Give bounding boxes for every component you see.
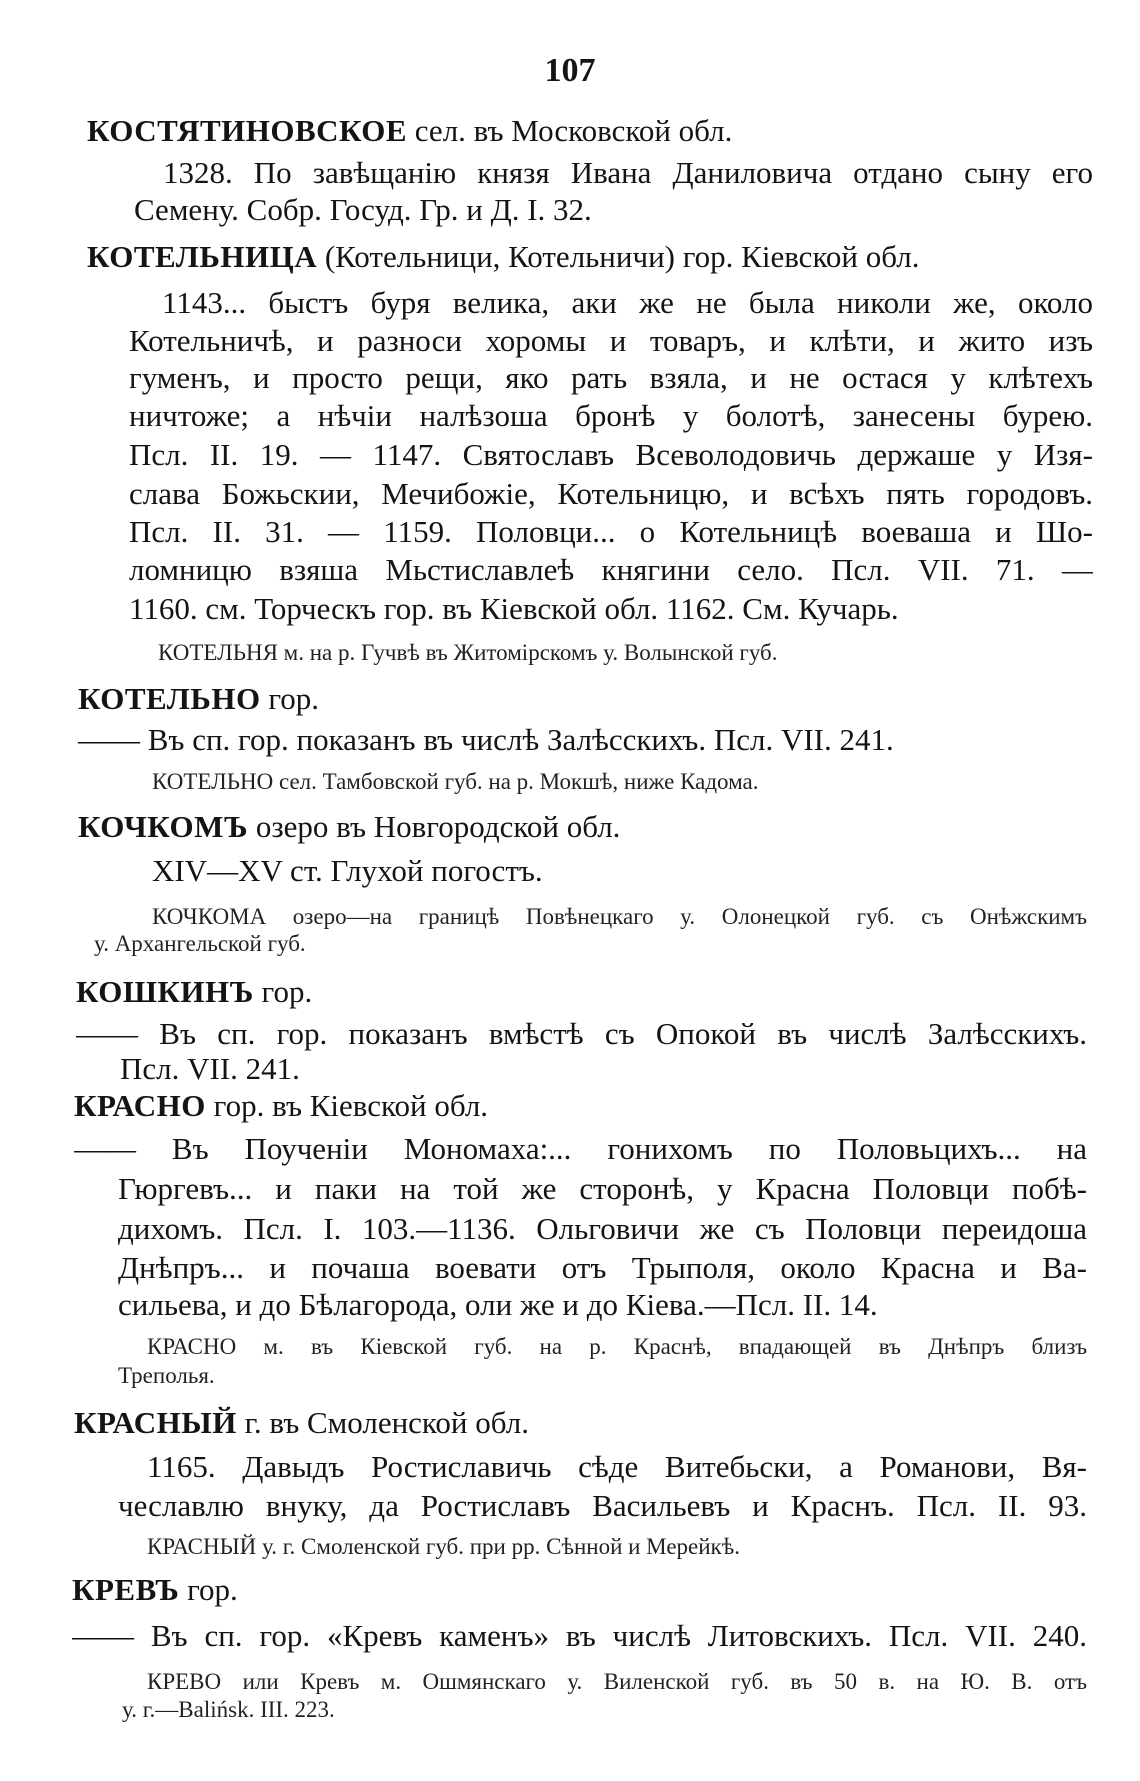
entry-body-line: слава Божьскии, Мечибожіе, Котельницю, и всѣхъ пять городовъ. bbox=[129, 476, 1093, 511]
entry-note-line: КОТЕЛЬНО сел. Тамбовской губ. на р. Мокшѣ, ниже Кадома. bbox=[152, 769, 759, 794]
entry-heading bbox=[78, 681, 319, 717]
entry-body-line: сильева, и до Бѣлагорода, оли же и до Кіева.—Псл. II. 14. bbox=[118, 1287, 878, 1322]
entry-heading bbox=[87, 113, 732, 149]
heading-description: (Котельници, Котельничи) гор. Кіевской обл. bbox=[324, 239, 920, 274]
heading-description: гор. въ Кіевской обл. bbox=[213, 1088, 489, 1123]
entry-body-line: —— Въ сп. гор. показанъ въ числѣ Залѣсскихъ. Псл. VII. 241. bbox=[78, 722, 894, 757]
entry-body-line: ничтоже; а нѣчіи налѣзоша бронѣ у болотѣ, занесены бурею. bbox=[129, 398, 1093, 433]
entry-note-line: КОЧКОМА озеро—на границѣ Повѣнецкаго у. Олонецкой губ. съ Онѣжскимъ bbox=[152, 904, 1087, 929]
entry-body-line: Псл. II. 19. — 1147. Святославъ Всеволодовичь держаше у Изя- bbox=[129, 437, 1093, 472]
entry-body-line: 1165. Давыдъ Ростиславичь сѣде Витебьски, а Романови, Вя- bbox=[147, 1449, 1087, 1484]
heading-description: гор. bbox=[261, 974, 313, 1009]
entry-heading bbox=[78, 809, 620, 845]
entry-note-line: КОТЕЛЬНЯ м. на р. Гучвѣ въ Житомірскомъ у. Волынской губ. bbox=[158, 640, 778, 665]
page-number: 107 bbox=[544, 52, 596, 89]
entry-heading bbox=[72, 1572, 238, 1608]
entry-body-line: —— Въ сп. гор. «Кревъ каменъ» въ числѣ Литовскихъ. Псл. VII. 240. bbox=[72, 1618, 1087, 1653]
headword: КОЧКОМЪ bbox=[78, 809, 249, 844]
entry-note-line: КРАСНО м. въ Кіевской губ. на р. Краснѣ, впадающей въ Днѣпръ близъ bbox=[147, 1334, 1087, 1359]
entry-heading bbox=[74, 1405, 529, 1441]
entry-body-line: 1160. см. Торческъ гор. въ Кіевской обл. 1162. См. Кучарь. bbox=[129, 591, 899, 626]
heading-description: сел. въ Московской обл. bbox=[414, 113, 733, 148]
entry-note-line: у. Архангельской губ. bbox=[94, 931, 306, 956]
heading-description: озеро въ Новгородской обл. bbox=[255, 809, 621, 844]
headword: КОТЕЛЬНО bbox=[78, 681, 261, 716]
headword: КРЕВЪ bbox=[72, 1572, 180, 1607]
entry-body-line: 1143... быстъ буря велика, аки же не была николи же, около bbox=[162, 285, 1093, 320]
headword: КОСТЯТИНОВСКОЕ bbox=[87, 113, 408, 148]
entry-body-line: Псл. II. 31. — 1159. Половци... о Котельницѣ воеваша и Шо- bbox=[129, 514, 1093, 549]
entry-body-line: гуменъ, и просто рещи, яко рать взяла, и не остася у клѣтехъ bbox=[129, 360, 1093, 395]
entry-body-line: —— Въ сп. гор. показанъ вмѣстѣ съ Опокой въ числѣ Залѣсскихъ. bbox=[76, 1016, 1087, 1051]
entry-body-line: чеславлю внуку, да Ростиславъ Васильевъ и Краснъ. Псл. II. 93. bbox=[118, 1488, 1087, 1523]
entry-heading bbox=[74, 1088, 488, 1124]
entry-heading bbox=[76, 974, 312, 1010]
entry-note-line: Треполья. bbox=[118, 1363, 215, 1388]
entry-note-line: КРЕВО или Кревъ м. Ошмянскаго у. Виленской губ. въ 50 в. на Ю. В. отъ bbox=[147, 1669, 1087, 1694]
entry-heading bbox=[87, 239, 920, 275]
entry-body-line: дихомъ. Псл. I. 103.—1136. Ольговичи же съ Половци переидоша bbox=[118, 1211, 1087, 1246]
entry-body-line: Гюргевъ... и паки на той же сторонѣ, у Красна Половци побѣ- bbox=[118, 1171, 1087, 1206]
entry-body-line: Котельничѣ, и разноси хоромы и товаръ, и клѣти, и жито изъ bbox=[129, 323, 1093, 358]
heading-description: гор. bbox=[187, 1572, 238, 1607]
entry-body-line: Днѣпръ... и почаша воевати отъ Трыполя, около Красна и Ва- bbox=[118, 1250, 1087, 1285]
entry-note-line: КРАСНЫЙ у. г. Смоленской губ. при рр. Сѣнной и Мерейкѣ. bbox=[147, 1534, 740, 1559]
headword: КРАСНО bbox=[74, 1088, 206, 1123]
entry-body-line: —— Въ Поученіи Мономаха:... гонихомъ по Половьцихъ... на bbox=[74, 1131, 1087, 1166]
heading-description: г. въ Смоленской обл. bbox=[244, 1405, 529, 1440]
entry-body-line: XIV—XV ст. Глухой погостъ. bbox=[152, 853, 543, 888]
headword: КОШКИНЪ bbox=[76, 974, 254, 1009]
entry-body-line: 1328. По завѣщанію князя Ивана Даниловича отдано сыну его bbox=[163, 155, 1093, 190]
entry-note-line: у. г.—Balińsk. III. 223. bbox=[122, 1697, 335, 1722]
heading-description: гор. bbox=[268, 681, 320, 716]
headword: КОТЕЛЬНИЦА bbox=[87, 239, 318, 274]
entry-body-line: Семену. Собр. Госуд. Гр. и Д. I. 32. bbox=[134, 192, 592, 227]
headword: КРАСНЫЙ bbox=[74, 1405, 237, 1440]
entry-body-line: Псл. VII. 241. bbox=[120, 1051, 300, 1086]
entry-body-line: ломницю взяша Мьстиславлеѣ княгини село. Псл. VII. 71. — bbox=[129, 552, 1093, 587]
